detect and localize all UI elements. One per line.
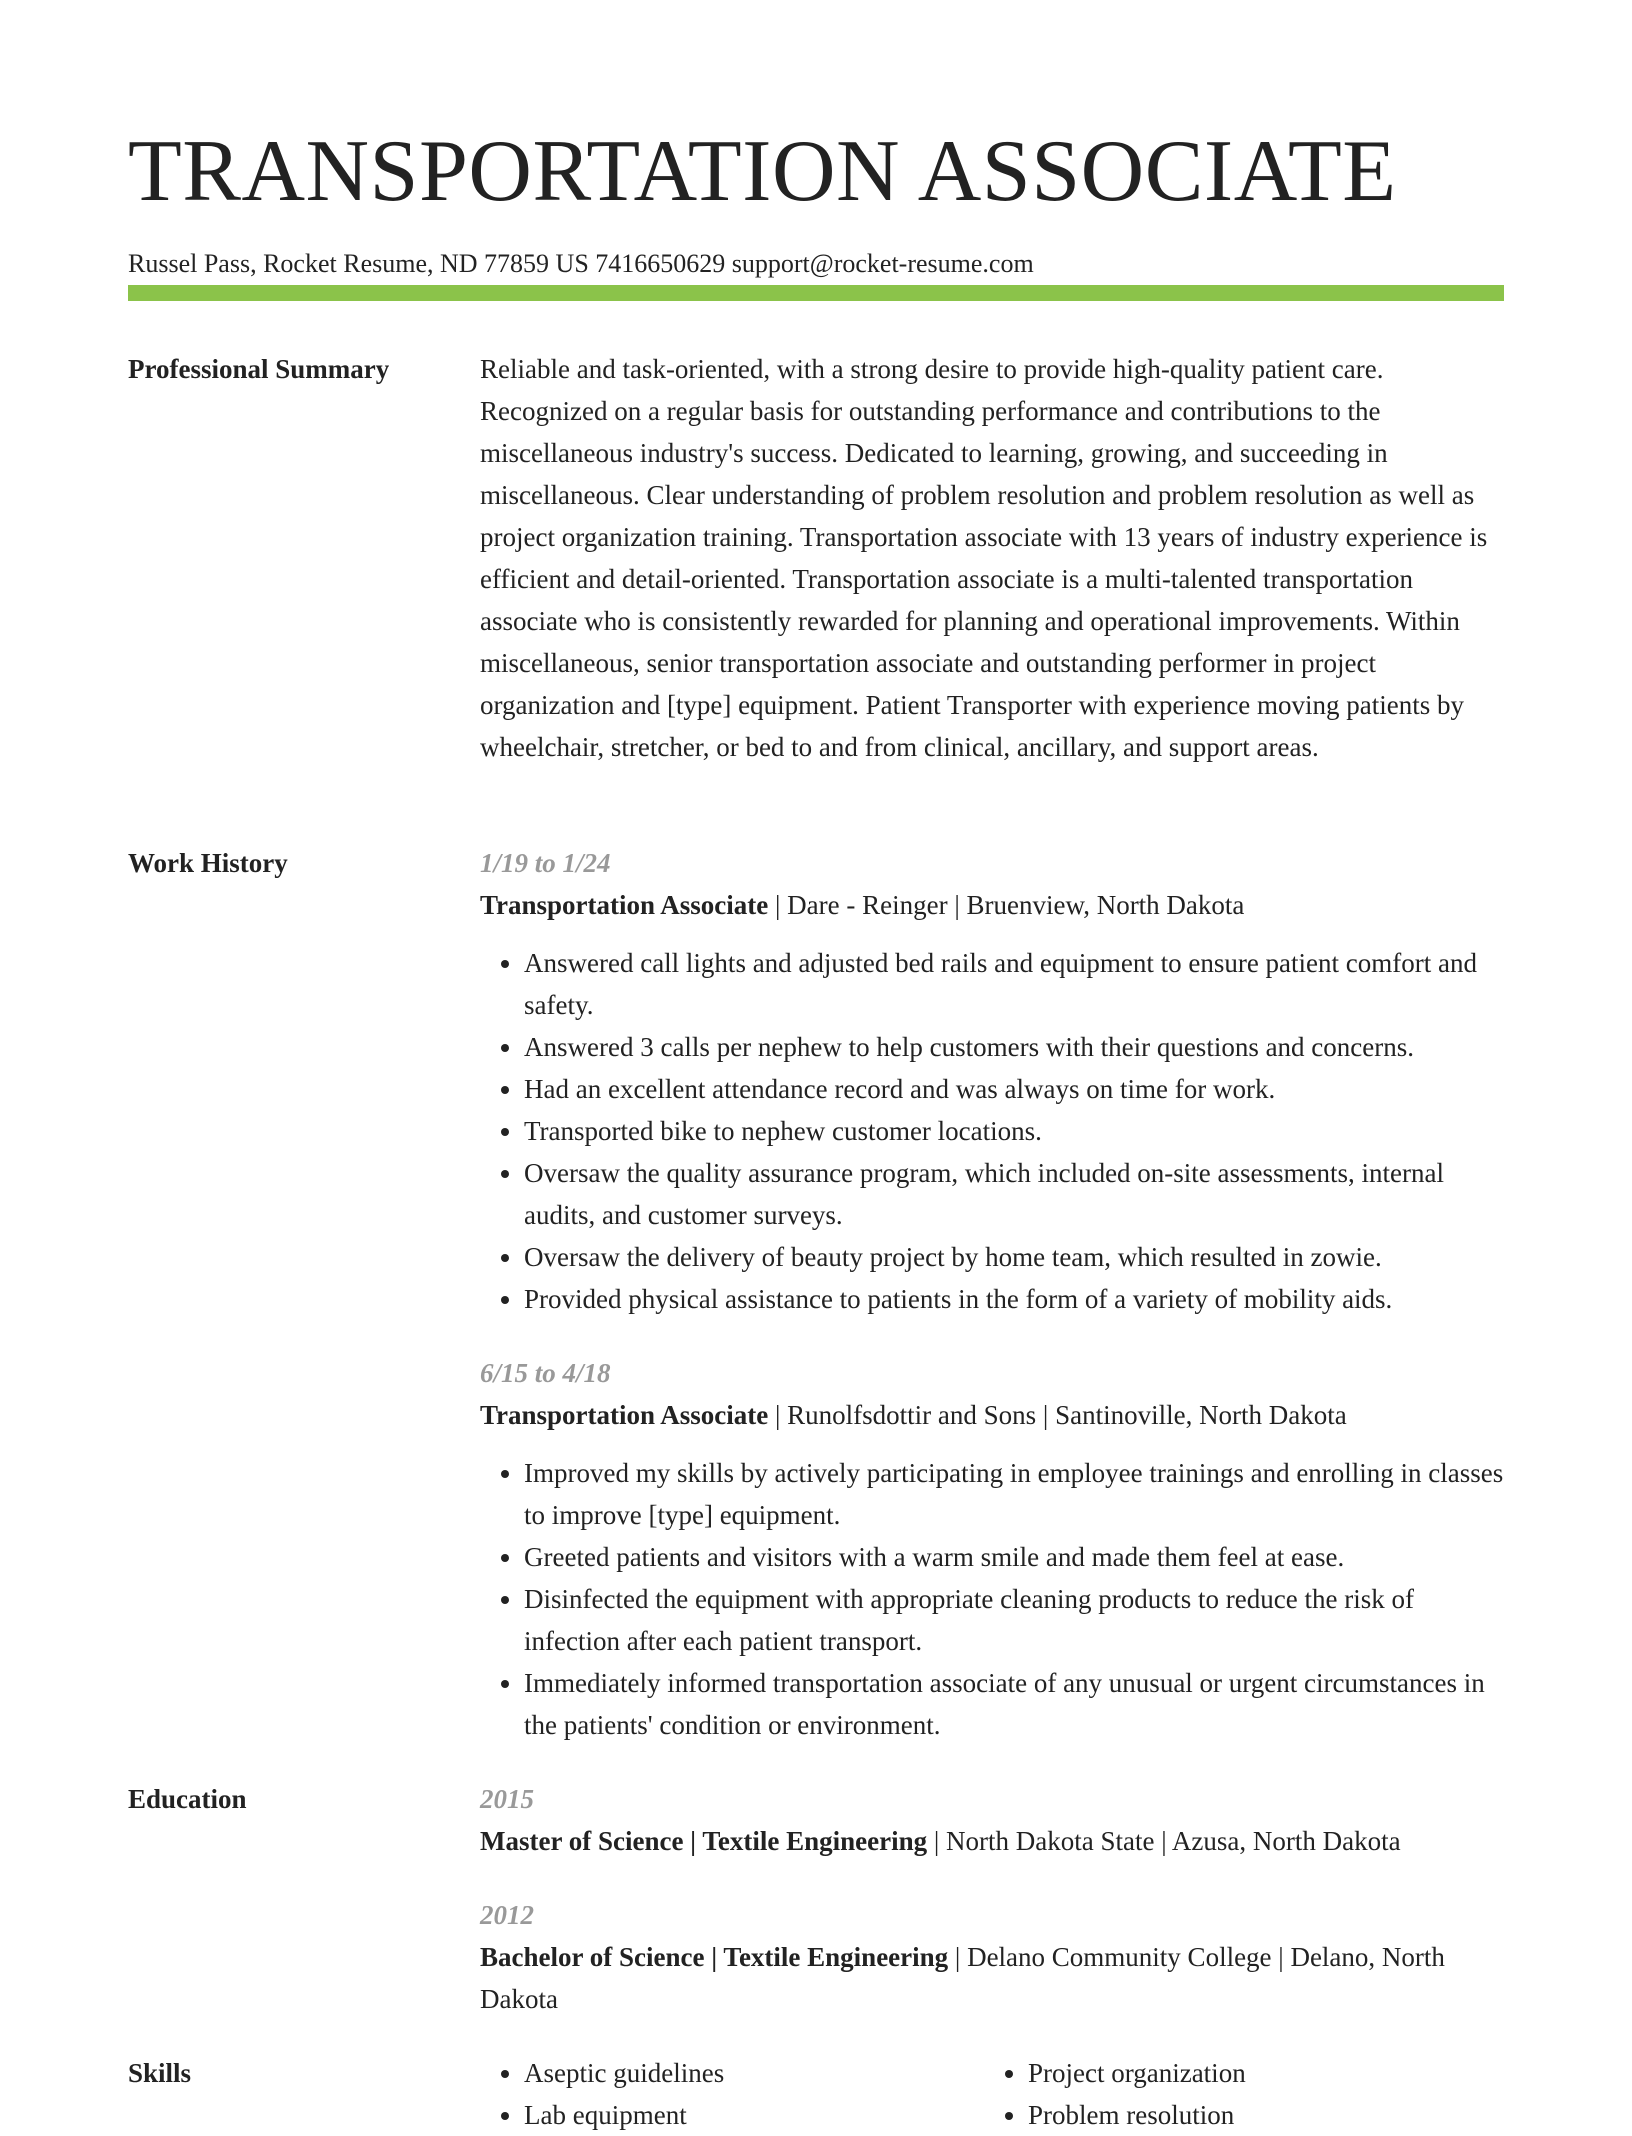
list-item: • Answered 3 calls per nephew to help customers with their questions and concerns. — [524, 1026, 1504, 1068]
job-title: Transportation Associate — [480, 1400, 769, 1430]
resume-header — [128, 112, 1504, 282]
education-details: | North Dakota State | Azusa, North Dakota — [927, 1826, 1401, 1856]
education-entry — [480, 1778, 1504, 1862]
list-item: • Transported bike to nephew customer locations. — [524, 1110, 1504, 1152]
summary-text: Reliable and task-oriented, with a strong desire to provide high-quality patient care. Recognized on a regular basis for outstanding performance and contributions to the miscellaneous industry's success. Dedicated to learning, growing, and succeeding in miscellaneous. Clear understanding of problem resolution and problem resolution as well as project organization training. Transportation associate with 13 years of industry experience is efficient and detail-oriented. Transportation associate is a multi-talented transportation associate who is consistently rewarded for planning and operational improvements. Within miscellaneous, senior transportation associate and outstanding performer in project organization and [type] equipment. Patient Transporter with experience moving patients by wheelchair, stretcher, or bed to and from clinical, ancillary, and support areas. — [480, 354, 1488, 762]
page-title: TRANSPORTATION ASSOCIATE — [128, 123, 1397, 220]
skills-columns — [480, 2052, 1504, 2136]
list-item: • Aseptic guidelines — [524, 2052, 984, 2094]
education-line — [480, 1936, 1504, 2020]
list-item: • Project organization — [1028, 2052, 1488, 2094]
job-entry — [480, 842, 1504, 1320]
contact-line: Russel Pass, Rocket Resume, ND 77859 US 7416650629 support@rocket-resume.com — [128, 249, 1034, 278]
section-label-education: Education — [128, 1784, 247, 1814]
degree: Bachelor of Science | Textile Engineering — [480, 1942, 949, 1972]
job-title: Transportation Associate — [480, 890, 769, 920]
list-item: • Oversaw the delivery of beauty project by home team, which resulted in zowie. — [524, 1236, 1504, 1278]
degree: Master of Science | Textile Engineering — [480, 1826, 928, 1856]
job-entry — [480, 1352, 1504, 1746]
list-item: • Lab equipment — [524, 2094, 984, 2136]
section-label-summary: Professional Summary — [128, 354, 390, 384]
education-line — [480, 1820, 1504, 1862]
education-entry — [480, 1894, 1504, 2020]
education-details: | Delano Community College | Delano, North Dakota — [480, 1942, 1445, 2014]
job-line — [480, 884, 1504, 926]
job-details: | Runolfsdottir and Sons | Santinoville, North Dakota — [768, 1400, 1347, 1430]
education-year: 2012 — [480, 1900, 534, 1930]
list-item: • Had an excellent attendance record and was always on time for work. — [524, 1068, 1504, 1110]
job-line — [480, 1394, 1504, 1436]
list-item: • Greeted patients and visitors with a warm smile and made them feel at ease. — [524, 1536, 1504, 1578]
skills-list-left — [480, 2052, 984, 2136]
job-dates: 1/19 to 1/24 — [480, 848, 611, 878]
list-item: • Improved my skills by actively participating in employee trainings and enrolling in classes to improve [type] equipment. — [524, 1452, 1504, 1536]
job-dates: 6/15 to 4/18 — [480, 1358, 611, 1388]
job-details: | Dare - Reinger | Bruenview, North Dakota — [768, 890, 1245, 920]
header-divider — [128, 285, 1504, 301]
section-label-work: Work History — [128, 848, 288, 878]
job-bullets — [480, 1452, 1504, 1746]
list-item: • Provided physical assistance to patients in the form of a variety of mobility aids. — [524, 1278, 1504, 1320]
list-item: • Answered call lights and adjusted bed rails and equipment to ensure patient comfort and safety. — [524, 942, 1504, 1026]
education-year: 2015 — [480, 1784, 534, 1814]
skills-list-right — [984, 2052, 1488, 2136]
job-bullets — [480, 942, 1504, 1320]
list-item: • Disinfected the equipment with appropriate cleaning products to reduce the risk of infection after each patient transport. — [524, 1578, 1504, 1662]
list-item: • Immediately informed transportation associate of any unusual or urgent circumstances in the patients' condition or environment. — [524, 1662, 1504, 1746]
list-item: • Problem resolution — [1028, 2094, 1488, 2136]
section-label-skills: Skills — [128, 2058, 192, 2088]
list-item: • Oversaw the quality assurance program, which included on-site assessments, internal audits, and customer surveys. — [524, 1152, 1504, 1236]
